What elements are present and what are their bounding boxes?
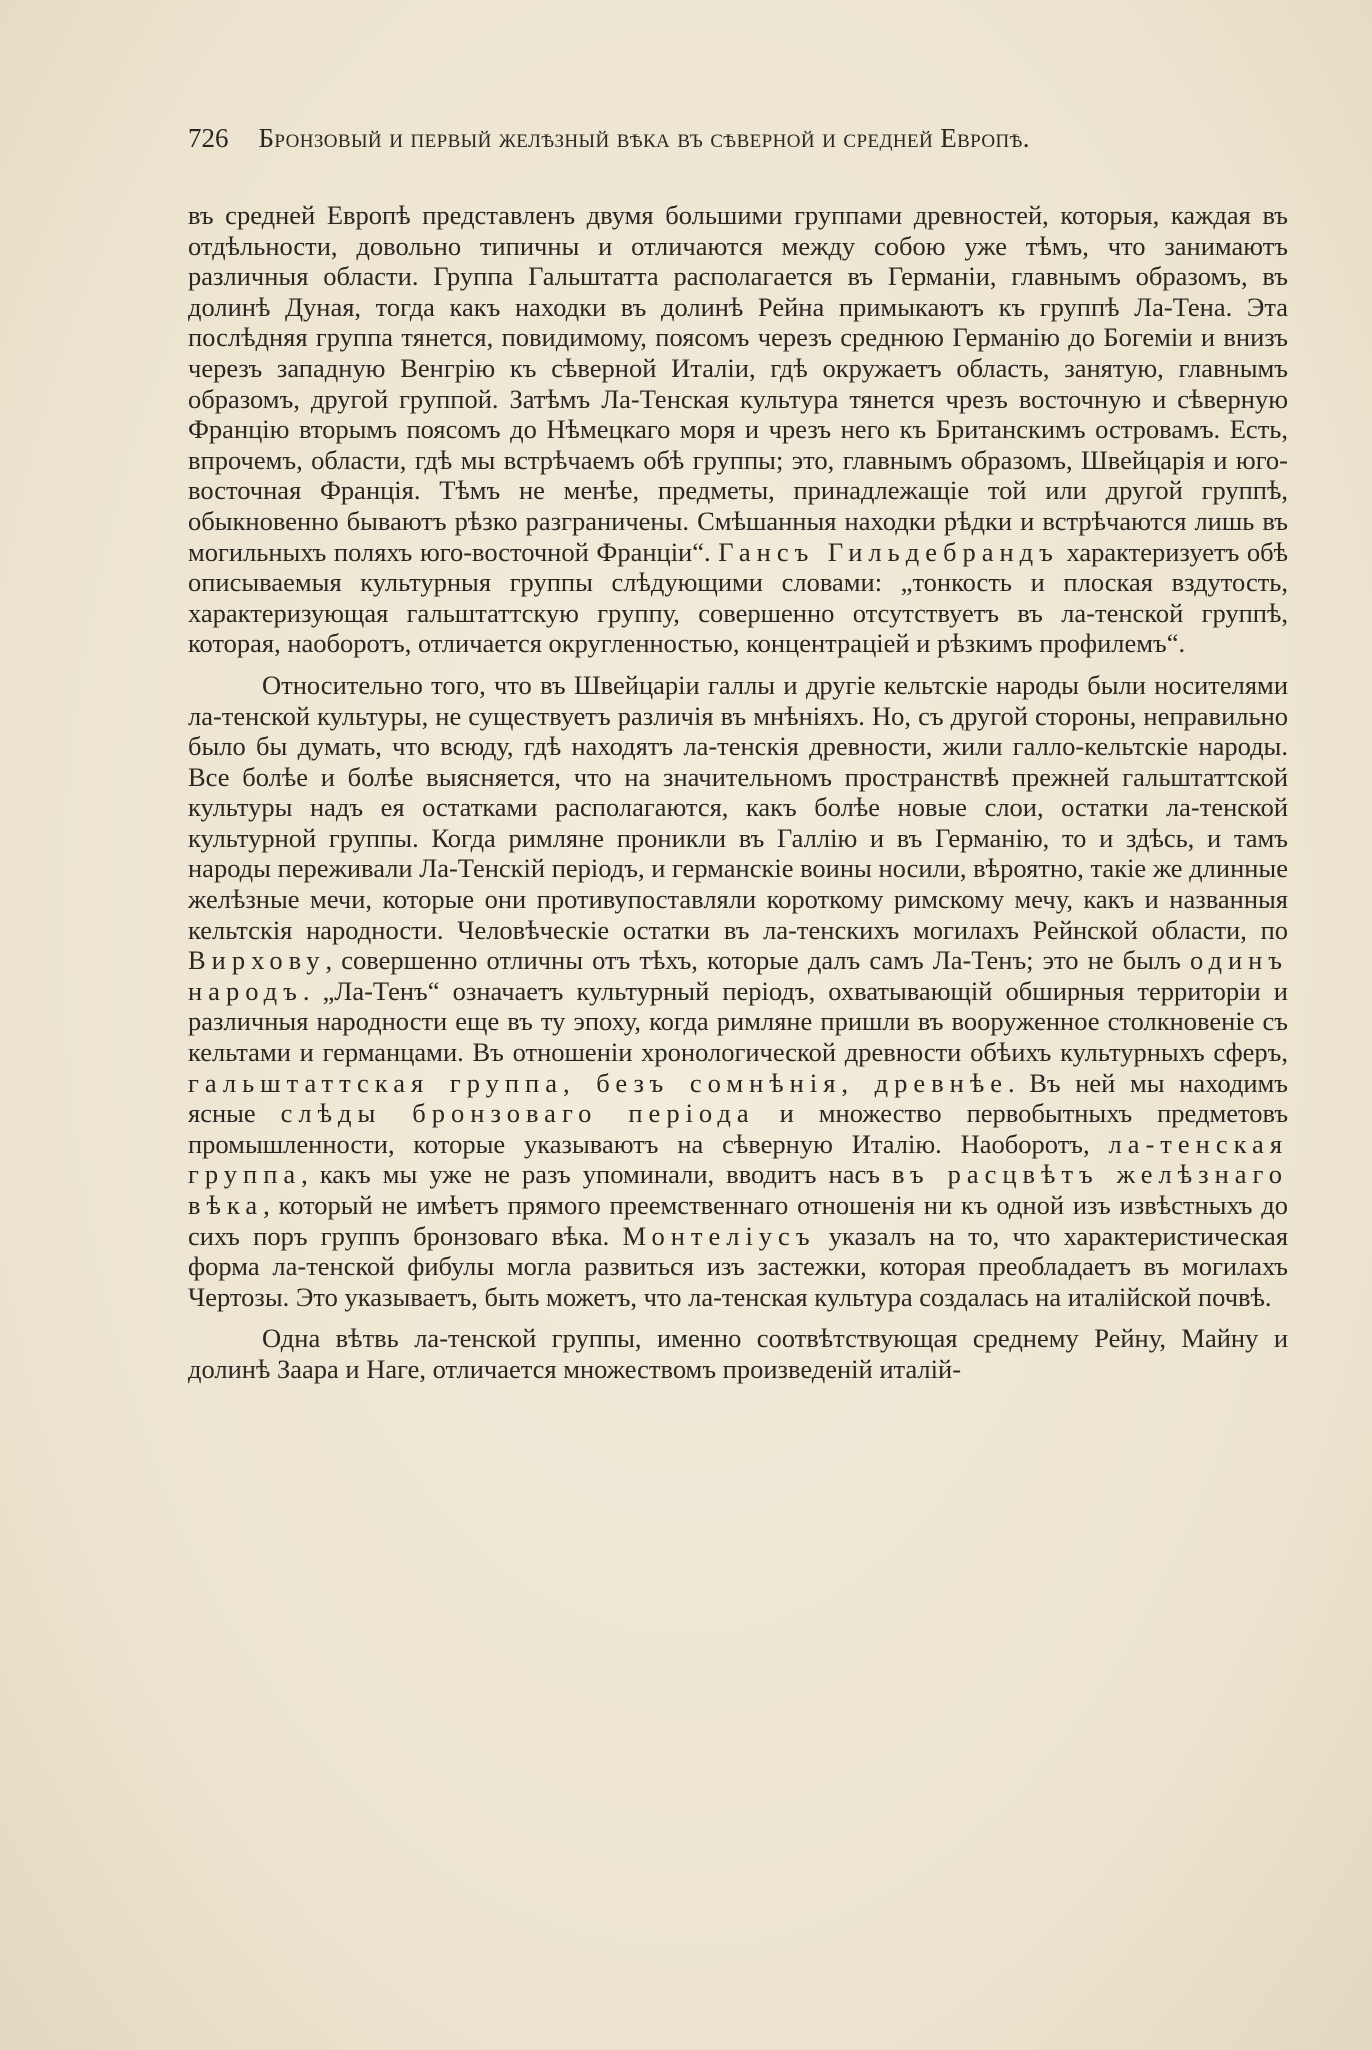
text-segment: въ средней Европѣ представленъ двумя большими группами древностей, которыя, каждая въ отдѣльности, довольно типичны и отличаются между собою уже тѣмъ, что занимаютъ различныя области. Группа Гальштатта располагается въ Германіи, главнымъ образомъ, въ долинѣ Дуная, тогда какъ находки въ долинѣ Рейна примыкаютъ къ группѣ Ла-Тена. Эта послѣдняя группа тянется, повидимому, поясомъ черезъ среднюю Германію до Богеміи и внизъ черезъ западную Венгрію къ сѣверной Италіи, гдѣ окружаетъ область, занятую, главнымъ образомъ, другой группой. Затѣмъ Ла-Тенская культура тянется чрезъ восточную и сѣверную Францію вторымъ поясомъ до Нѣмецкаго моря и чрезъ него къ Британскимъ островамъ. Есть, впрочемъ, области, гдѣ мы встрѣчаемъ обѣ группы; это, главнымъ образомъ, Швейцарія и юго-восточная Франція. Тѣмъ не менѣе, предметы, принадлежащіе той или другой группѣ, обыкновенно бываютъ рѣзко разграничены. Смѣшанныя находки рѣдки и встрѣчаются лишь въ могильныхъ поляхъ юго-восточной Франціи“. <box>188 200 1288 567</box>
paragraph-2 <box>188 670 1288 1312</box>
running-header <box>188 120 1205 156</box>
emphasis-phrase: въ расцвѣтъ желѣзнаго вѣка <box>188 1159 1288 1220</box>
paragraph-1 <box>188 200 1288 659</box>
emphasis-author-name: Вирхову <box>188 945 326 976</box>
text-segment: , совершенно отличны отъ тѣхъ, которые далъ самъ Ла-Тенъ; это не былъ <box>325 945 1181 976</box>
body-text <box>188 200 1288 1385</box>
emphasis-phrase: слѣды бронзоваго періода <box>280 1098 755 1129</box>
text-segment: характеризуетъ обѣ описываемыя культурныя группы слѣдующими словами: „тонкость и плоская вздутость, характеризующая гальштаттскую группу, совершенно отсутствуетъ въ ла-тенской группѣ, которая, наоборотъ, отличается округленностью, концентраціей и рѣзкимъ профилемъ“. <box>188 536 1289 659</box>
emphasis-phrase: одинъ народъ <box>188 945 1289 1006</box>
emphasis-phrase: гальштаттская группа, безъ сомнѣнія, древнѣе <box>188 1067 1008 1098</box>
text-segment: Относительно того, что въ Швейцаріи галлы и другіе кельтскіе народы были носителями ла-тенской культуры, не существуетъ различія въ мнѣніяхъ. Но, съ другой стороны, неправильно было бы думать, что всюду, гдѣ находятъ ла-тенскія древности, жили галло-кельтскіе народы. Все болѣе и болѣе выясняется, что на значительномъ пространствѣ прежней гальштаттской культуры надъ ея остатками располагаются, какъ болѣе новые слои, остатки ла-тенской культурной группы. Когда римляне проникли въ Галлію и въ Германію, то и здѣсь, и тамъ народы переживали Ла-Тенскій періодъ, и германскіе воины носили, вѣроятно, такіе же длинные желѣзные мечи, которые они противупоставляли короткому римскому мечу, какъ и названныя кельтскія народности. Человѣческіе остатки въ ла-тенскихъ могилахъ Рейнской области, по <box>188 669 1288 945</box>
text-segment: , какъ мы уже не разъ упоминали, вводитъ насъ <box>301 1159 880 1190</box>
text-segment: . Въ ней мы находимъ ясные <box>188 1067 1288 1129</box>
emphasis-author-name: Гансъ Гильдебрандъ <box>718 536 1059 567</box>
running-title: Бронзовый и первый желѣзный вѣка въ сѣверной и средней Европѣ. <box>258 123 1030 153</box>
page-number: 726 <box>188 123 229 153</box>
text-segment: и множество первобытныхъ предметовъ промышленности, которые указываютъ на сѣверную Италію. Наоборотъ, <box>188 1098 1289 1159</box>
text-segment: . „Ла-Тенъ“ означаетъ культурный періодъ, охватывающій обширныя территоріи и различныя народности еще въ ту эпоху, когда римляне пришли въ вооруженное столкновеніе съ кельтами и германцами. Въ отношеніи хронологической древности обѣихъ культурныхъ сферъ, <box>188 975 1288 1068</box>
text-segment: , который не имѣетъ прямого преемственнаго отношенія ни къ одной изъ извѣстныхъ до сихъ поръ группъ бронзоваго вѣка. <box>188 1190 1288 1251</box>
emphasis-author-name: Монтеліусъ <box>622 1220 816 1251</box>
paragraph-3 <box>188 1323 1288 1384</box>
text-segment: Одна вѣтвь ла-тенской группы, именно соотвѣтствующая среднему Рейну, Майну и долинѣ Заара и Наге, отличается множествомъ произведеній италій- <box>188 1323 1288 1384</box>
text-segment: указалъ на то, что характеристическая форма ла-тенской фибулы могла развиться изъ застежки, которая преобладаетъ въ могилахъ Чертозы. Это указываетъ, быть можетъ, что ла-тенская культура создалась на италійской почвѣ. <box>188 1220 1289 1312</box>
emphasis-phrase: ла-тенская группа <box>188 1128 1289 1190</box>
